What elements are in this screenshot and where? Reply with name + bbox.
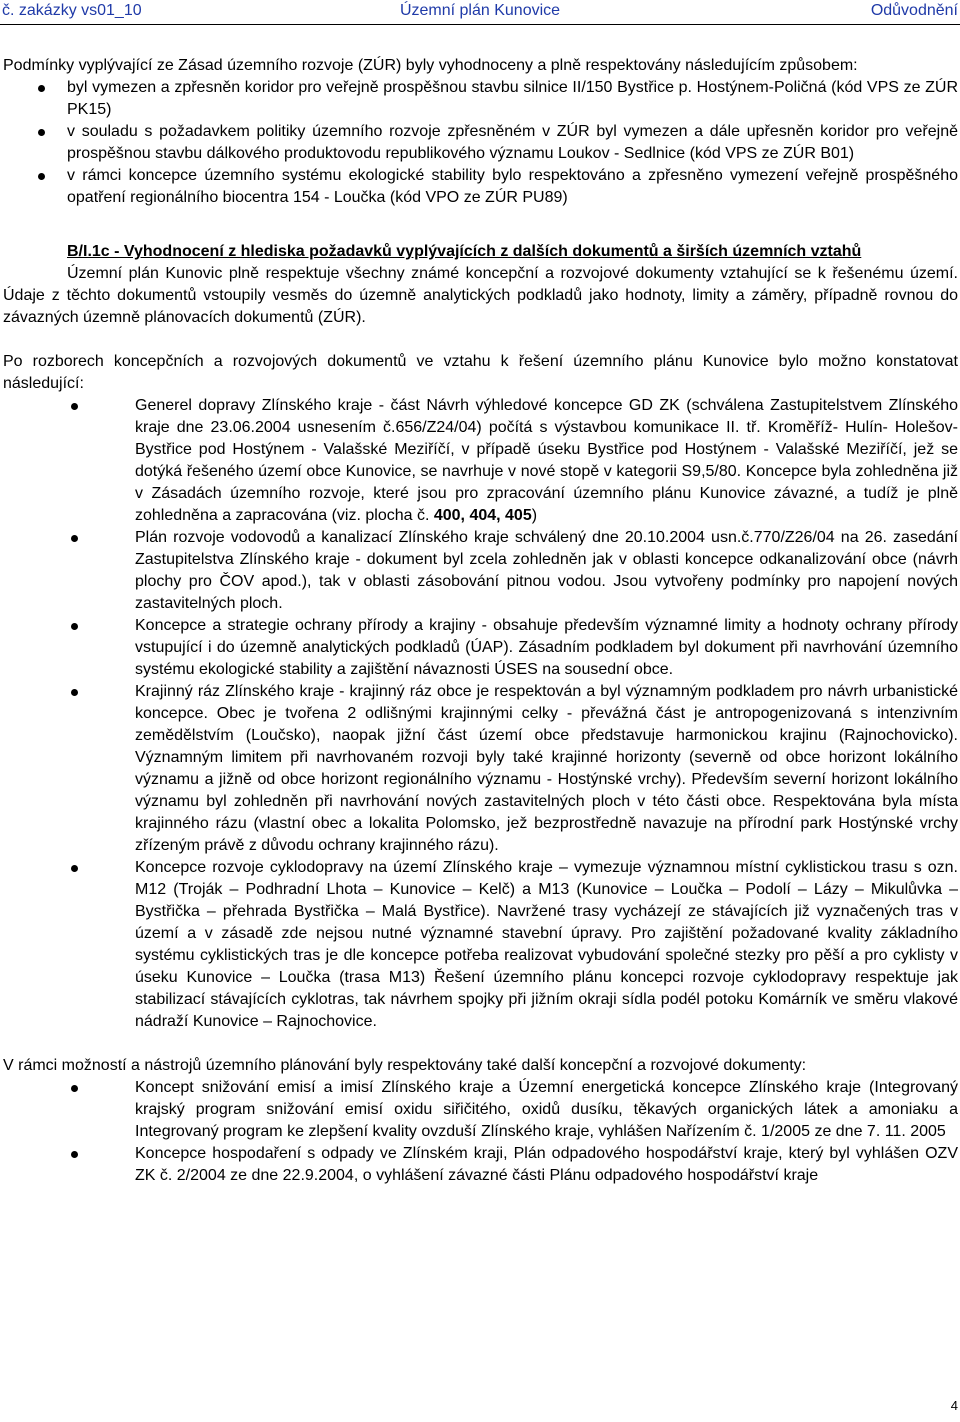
list-item: v rámci koncepce územního systému ekologické stability bylo respektováno a zpřesněno vymezení veřejně prospěšného opatření regionálního biocentra 154 - Loučka (kód VPO ze ZÚR PU89) bbox=[3, 165, 958, 209]
list-item: Koncepce a strategie ochrany přírody a krajiny - obsahuje především významné limity a hodnoty ochrany přírody vstupující i do územně analytických podkladů (ÚAP). Zásadním podkladem byl dokument při navrhování územního systému ekologické stability a zajištění návaznosti ÚSES na sousední obce. bbox=[3, 615, 958, 681]
header-contract-number: č. zakázky vs01_10 bbox=[2, 2, 142, 19]
zur-conditions-list bbox=[3, 77, 958, 209]
list-item bbox=[3, 395, 958, 527]
list-item: Koncepce hospodaření s odpady ve Zlínském kraji, Plán odpadového hospodářství kraje, který byl vyhlášen OZV ZK č. 2/2004 ze dne 22.9.2004, o vyhlášení závazné části Plánu odpadového hospodářství kraje bbox=[3, 1143, 958, 1187]
page-number: 4 bbox=[950, 1398, 958, 1413]
list-item-text-end: ) bbox=[531, 507, 538, 524]
other-documents-intro: V rámci možností a nástrojů územního plánování byly respektovány také další koncepční a rozvojové dokumenty: bbox=[3, 1057, 807, 1074]
header-section-name: Odůvodnění bbox=[870, 2, 958, 19]
other-documents-list bbox=[3, 1077, 958, 1187]
list-item: Koncepce rozvoje cyklodopravy na území Zlínského kraje – vymezuje významnou místní cyklistickou trasu s ozn. M12 (Troják – Podhradní Lhota – Kunovice – Kelč) a M13 (Kunovice – Loučka – Podolí – Lázy – Mikulůvka – Bystřička – přehrada Bystřička – Malá Bystřice). Navržené trasy vycházejí ze stávajících již vyznačených tras v území a v zásadě zde nejsou nutné významné stavební úpravy. Pro zajištění požadované kvality základního systému cyklistických tras je dle koncepce potřeba realizovat vybudování společné stezky pro pěší a pro cyklisty v úseku Kunovice – Loučka (trasa M13) Řešení územního plánu koncepci rozvoje cyklodopravy respektuje jak stabilizací stávajících cyklotras, tak návrhem spojky při jižním okraji sídla podél potoku Komárník ve směru vlakové nádraží Kunovice – Rajnochovice. bbox=[3, 857, 958, 1033]
list-item-text: Generel dopravy Zlínského kraje - část Návrh výhledové koncepce GD ZK (schválena Zastupitelstvem Zlínského kraje dne 23.06.2004 usnesením č.656/Z24/04) počítá s výstavbou komunikace II. tř. Kroměříž- Hulín- Holešov- Bystřice pod Hostýnem - Valašské Meziříčí, v případě úseku Bystřice pod Hostýnem - Valašské Meziříčí, jež se dotýká řešeného území obce Kunovice, se navrhuje v nové stopě v kategorii S9,5/80. Koncepce byla zohledněna již v Zásadách územního rozvoje, které jsou pro zpracování územního plánu Kunovice závazné, a tudíž je plně zohledněna a zapracována (viz. plocha č. bbox=[135, 397, 958, 524]
section-body-paragraph: Územní plán Kunovic plně respektuje všechny známé koncepční a rozvojové dokumenty vztahující se k řešenému území. Údaje z těchto dokumentů vstoupily vesměs do územně analytických podkladů jako hodnoty, limity a záměry, případně rovnou do závazných územně plánovacích dokumentů (ZÚR). bbox=[3, 265, 958, 326]
header-document-title: Územní plán Kunovice bbox=[399, 2, 561, 19]
list-item: byl vymezen a zpřesněn koridor pro veřejně prospěšnou stavbu silnice II/150 Bystřice p. Hostýnem-Poličná (kód VPS ze ZÚR PK15) bbox=[3, 77, 958, 121]
plot-numbers: 400, 404, 405 bbox=[433, 507, 532, 524]
zur-intro-paragraph: Podmínky vyplývající ze Zásad územního rozvoje (ZÚR) byly vyhodnoceny a plně respektovány následujícím způsobem: bbox=[3, 57, 858, 74]
list-item: Krajinný ráz Zlínského kraje - krajinný ráz obce je respektován a byl významným podkladem pro návrh urbanistické koncepce. Obec je tvořena 2 odlišnými krajinnými celky - převážná část je antropogenizovaná s intenzivním zemědělstvím (Loučsko), naopak jižní část území obce představuje harmonickou krajinu (Rajnochovicko). Významným limitem při navrhovaném rozvoji byly také krajinné horizonty (severně od obce horizont lokálního významu a jižně od obce horizont regionálního významu - Hostýnské vrchy). Především severní horizont lokálního významu byl zohledněn při navrhování nových zastavitelných ploch v této části obce. Respektována byla místa krajinného rázu (vlastní obec a lokalita Polomsko, jež bezprostředně navazuje na přírodní park Hostýnské vrchy zřízeným právě z důvodu ochrany krajinného rázu). bbox=[3, 681, 958, 857]
list-item: Koncept snižování emisí a imisí Zlínského kraje a Územní energetická koncepce Zlínského kraje (Integrovaný krajský program snižování emisí oxidu siřičitého, oxidů dusíku, těkavých organických látek a amoniaku a Integrovaný program ke zlepšení kvality ovzduší Zlínského kraje, vyhlášen Nařízením č. 1/2005 ze dne 7. 11. 2005 bbox=[3, 1077, 958, 1143]
section-heading: B/I.1c - Vyhodnocení z hlediska požadavků vyplývajících z dalších dokumentů a širších územních vztahů bbox=[67, 243, 862, 260]
analysis-intro-paragraph: Po rozborech koncepčních a rozvojových dokumentů ve vztahu k řešení územního plánu Kunovice bylo možno konstatovat následující: bbox=[3, 353, 958, 392]
list-item: Plán rozvoje vodovodů a kanalizací Zlínského kraje schválený dne 20.10.2004 usn.č.770/Z26/04 na 26. zasedání Zastupitelstva Zlínského kraje - dokument byl zcela zohledněn jak v oblasti koncepce odkanalizování obce (návrh plochy pro ČOV apod.), tak v oblasti zásobování pitnou vodou. Jsou vytvořeny podmínky pro napojení nových zastavitelných ploch. bbox=[3, 527, 958, 615]
page-header bbox=[0, 0, 960, 25]
list-item: v souladu s požadavkem politiky územního rozvoje zpřesněném v ZÚR byl vymezen a dále upřesněn koridor pro veřejně prospěšnou stavbu dálkového produktovodu republikového významu Loukov - Sedlnice (kód VPS ze ZÚR B01) bbox=[3, 121, 958, 165]
document-body bbox=[3, 55, 958, 1187]
paragraph-spacer bbox=[3, 329, 958, 351]
paragraph-spacer bbox=[3, 1033, 958, 1055]
development-documents-list bbox=[3, 395, 958, 1033]
